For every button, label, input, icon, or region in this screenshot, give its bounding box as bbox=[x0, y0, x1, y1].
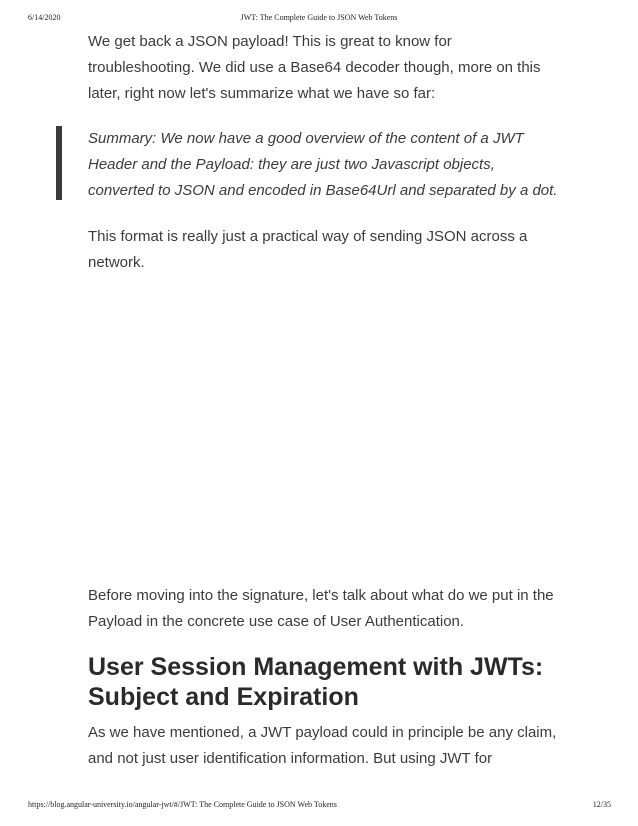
print-footer bbox=[0, 800, 638, 814]
print-page-title: JWT: The Complete Guide to JSON Web Tokens bbox=[240, 13, 398, 22]
paragraph-before-signature: Before moving into the signature, let's talk about what do we put in the Payload in the concrete use case of User Authentication. bbox=[88, 587, 554, 630]
summary-blockquote bbox=[56, 126, 556, 200]
blockquote-text: Summary: We now have a good overview of the content of a JWT Header and the Payload: they are just two Javascript objects, converted to JSON and encoded in Base64Url and separated by a dot. bbox=[88, 130, 558, 199]
section-heading: User Session Management with JWTs: Subject and Expiration bbox=[88, 653, 544, 711]
page-number: 12/35 bbox=[592, 800, 611, 809]
print-header bbox=[0, 13, 638, 27]
blockquote-bar bbox=[56, 126, 62, 200]
paragraph-jwt-payload: As we have mentioned, a JWT payload could in principle be any claim, and not just user identification information. But using JWT for bbox=[88, 724, 557, 767]
print-date: 6/14/2020 bbox=[28, 13, 61, 22]
print-url: https://blog.angular-university.io/angular-jwt/#/JWT: The Complete Guide to JSON Web Tokens bbox=[28, 800, 337, 809]
paragraph-format: This format is really just a practical way of sending JSON across a network. bbox=[88, 228, 528, 271]
paragraph-json-payload: We get back a JSON payload! This is great to know for troubleshooting. We did use a Base64 decoder though, more on this later, right now let's summarize what we have so far: bbox=[88, 33, 541, 102]
